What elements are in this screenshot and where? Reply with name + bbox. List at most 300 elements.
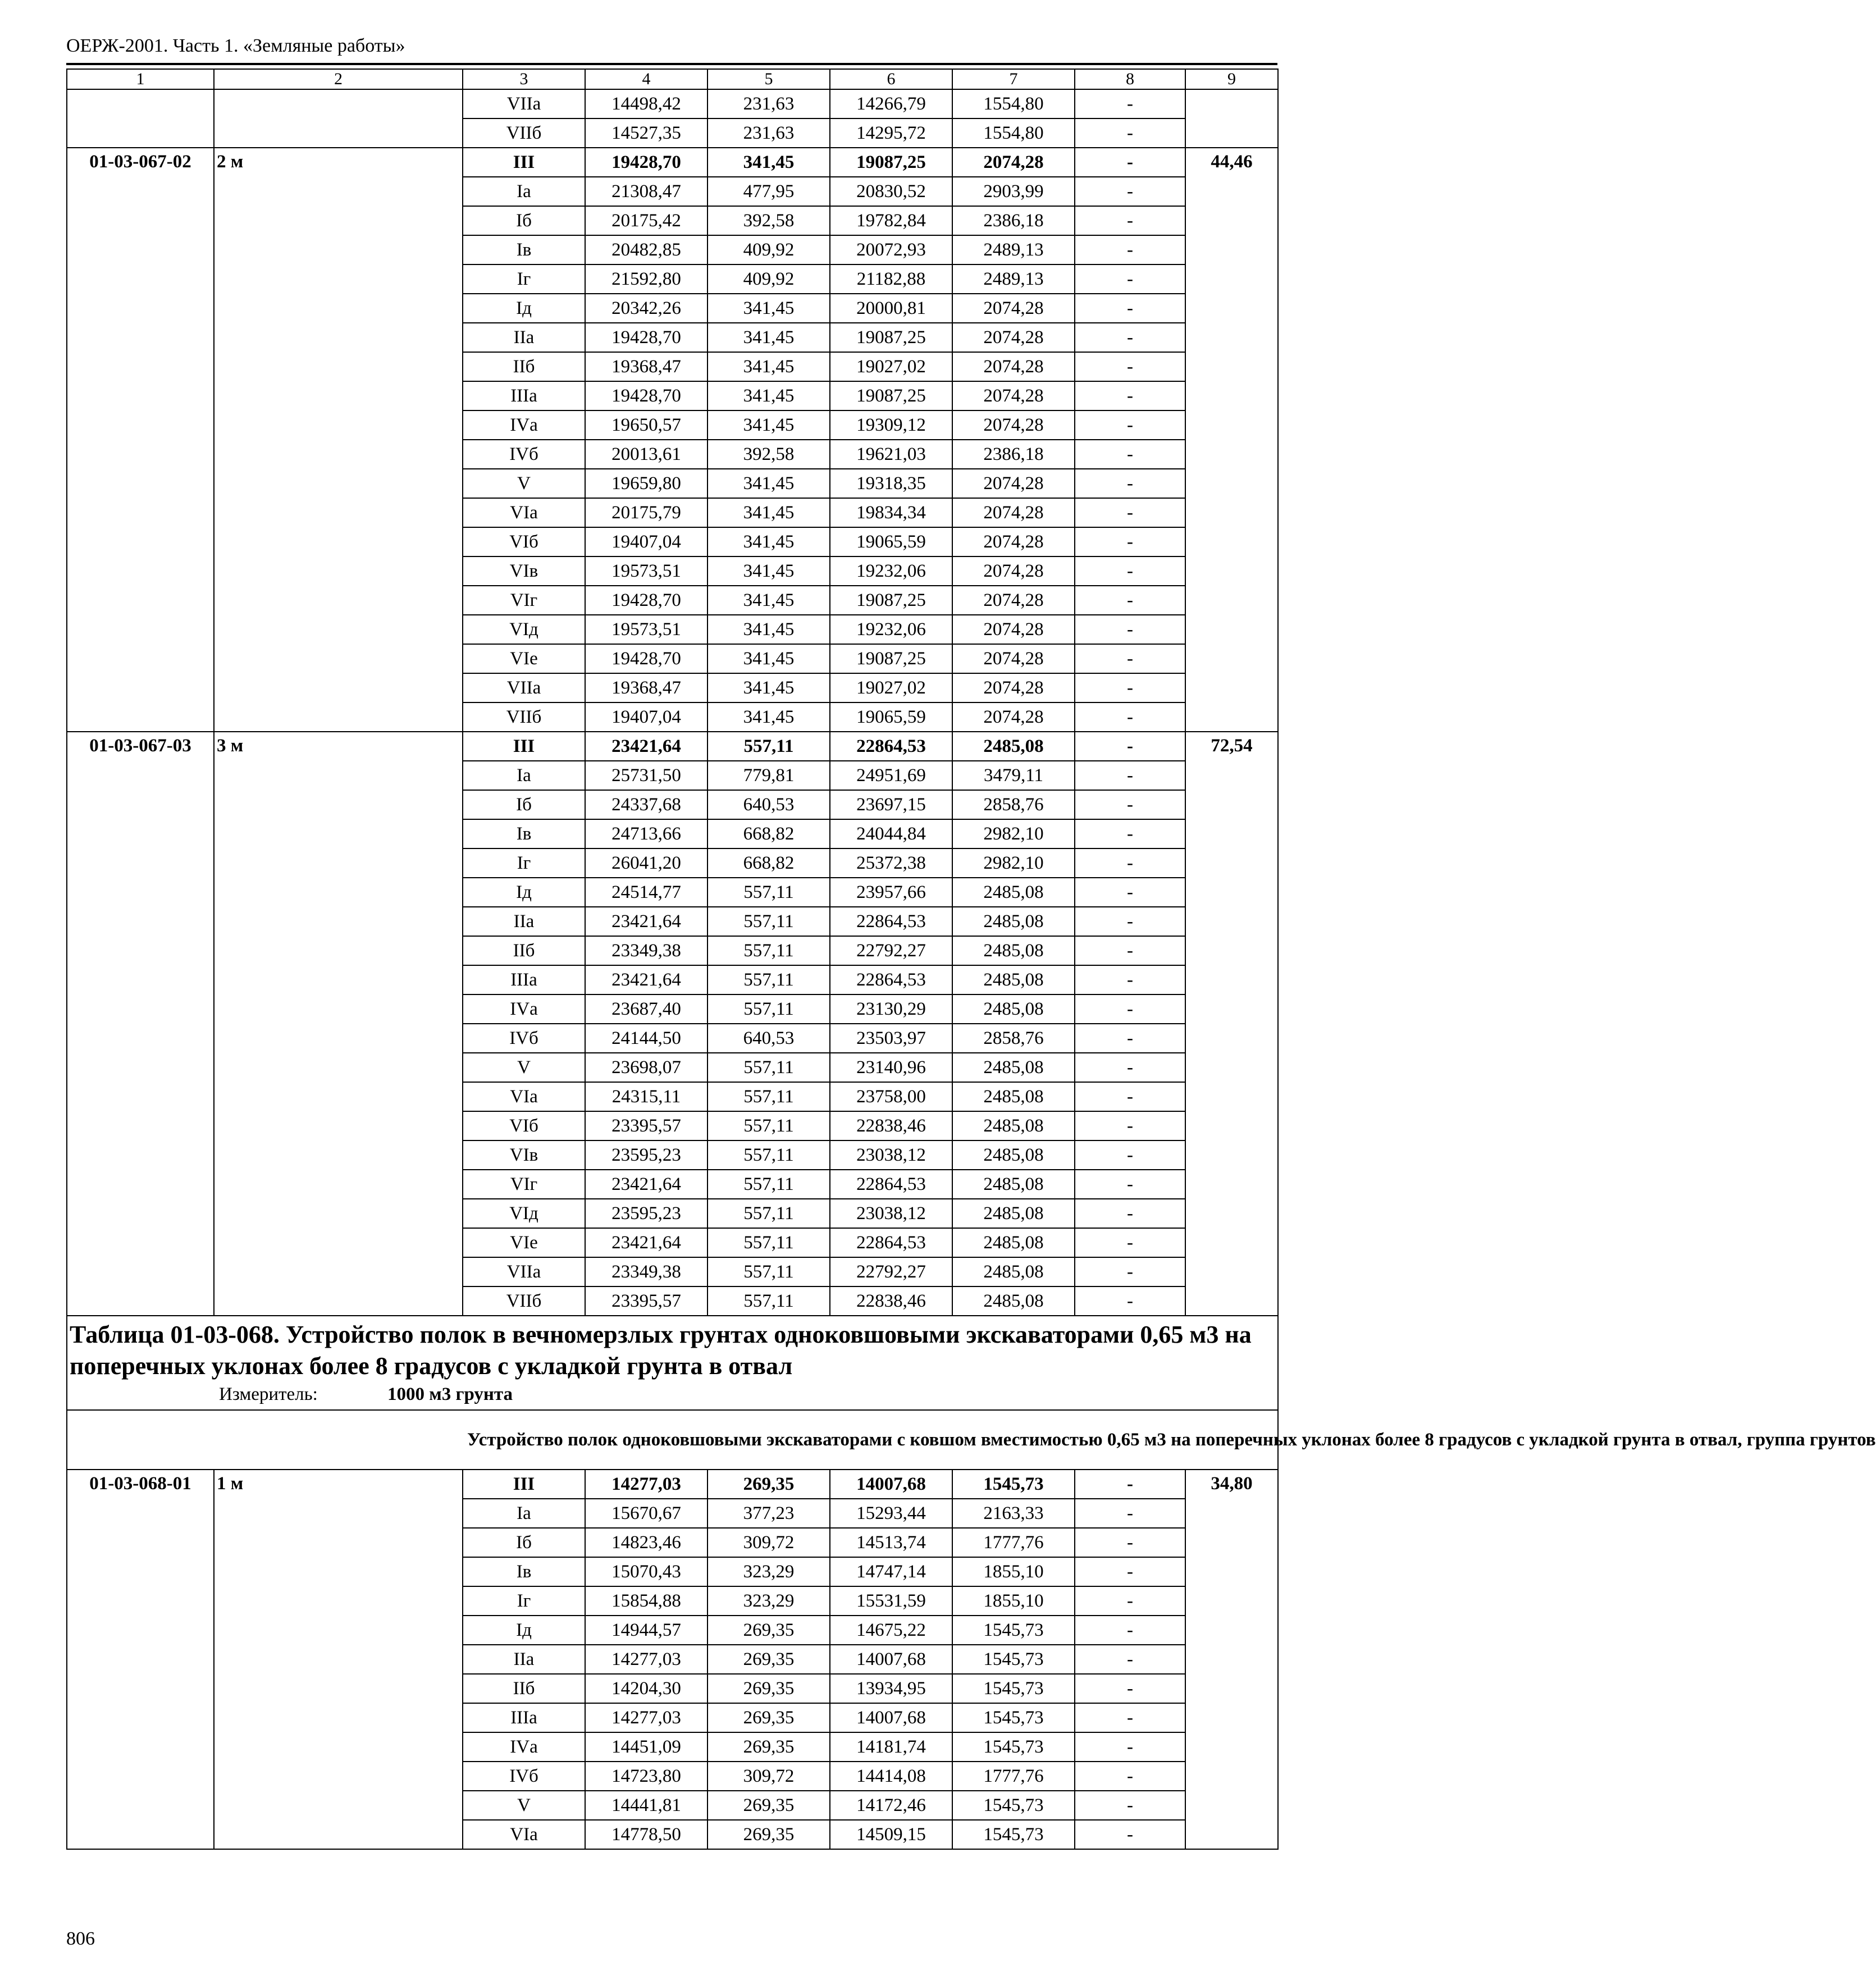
value-cell: 19428,70 — [585, 644, 708, 673]
soil-group: IIIа — [463, 381, 585, 410]
value-cell: 19428,70 — [585, 381, 708, 410]
table-row — [67, 1470, 1278, 1499]
value-cell: 24337,68 — [585, 790, 708, 819]
soil-group: Iг — [463, 848, 585, 878]
column-number: 7 — [952, 69, 1075, 89]
value-cell: 2485,08 — [952, 994, 1075, 1024]
soil-group: VIIб — [463, 118, 585, 148]
value-cell: 1855,10 — [952, 1586, 1075, 1616]
value-cell: 15070,43 — [585, 1557, 708, 1586]
value-cell: 341,45 — [708, 294, 830, 323]
soil-group: VIIа — [463, 1257, 585, 1286]
value-cell: 23038,12 — [830, 1140, 952, 1170]
value-cell: 2485,08 — [952, 907, 1075, 936]
value-cell: 557,11 — [708, 1140, 830, 1170]
soil-group: VIа — [463, 1082, 585, 1111]
value-cell: - — [1075, 586, 1185, 615]
value-cell: 20482,85 — [585, 235, 708, 264]
value-cell: 2074,28 — [952, 410, 1075, 440]
value-cell: 2485,08 — [952, 1140, 1075, 1170]
depth-label: 1 м — [214, 1470, 463, 1849]
value-cell: 1554,80 — [952, 89, 1075, 118]
value-cell: - — [1075, 1170, 1185, 1199]
value-cell: 15854,88 — [585, 1586, 708, 1616]
value-cell: - — [1075, 1286, 1185, 1316]
soil-group: Iг — [463, 264, 585, 294]
soil-group: III — [463, 1470, 585, 1499]
value-cell: 19368,47 — [585, 352, 708, 381]
value-cell: 23421,64 — [585, 907, 708, 936]
soil-group: VIд — [463, 615, 585, 644]
value-cell: - — [1075, 673, 1185, 702]
soil-group: IIIа — [463, 965, 585, 994]
value-cell: 23421,64 — [585, 732, 708, 761]
soil-group: Iа — [463, 177, 585, 206]
soil-group: VIг — [463, 1170, 585, 1199]
soil-group: VIг — [463, 586, 585, 615]
value-cell: - — [1075, 790, 1185, 819]
value-cell: - — [1075, 235, 1185, 264]
value-cell: 2485,08 — [952, 1257, 1075, 1286]
value-cell: 409,92 — [708, 264, 830, 294]
value-cell: 2485,08 — [952, 1228, 1075, 1257]
value-cell: 2163,33 — [952, 1499, 1075, 1528]
soil-group: V — [463, 1791, 585, 1820]
value-cell: 341,45 — [708, 498, 830, 527]
value-cell: 557,11 — [708, 936, 830, 965]
description-row — [67, 1410, 1278, 1470]
column-number: 9 — [1185, 69, 1278, 89]
labor-value: 34,80 — [1185, 1470, 1278, 1849]
value-cell: 557,11 — [708, 1199, 830, 1228]
value-cell: 19659,80 — [585, 469, 708, 498]
column-number: 5 — [708, 69, 830, 89]
value-cell: 14451,09 — [585, 1732, 708, 1762]
labor-value: 44,46 — [1185, 148, 1278, 732]
description-spacer — [67, 1410, 463, 1470]
value-cell: 341,45 — [708, 148, 830, 177]
depth-label: 2 м — [214, 148, 463, 732]
value-cell: 15670,67 — [585, 1499, 708, 1528]
work-description: Устройство полок одноковшовыми экскаваторами с ковшом вместимостью 0,65 м3 на поперечных уклонах более 8 градусов с укладкой грунта в отвал, группа грунтов — [463, 1410, 1278, 1470]
value-cell: 2074,28 — [952, 615, 1075, 644]
value-cell: 21182,88 — [830, 264, 952, 294]
value-cell: 2982,10 — [952, 819, 1075, 848]
value-cell: 392,58 — [708, 440, 830, 469]
value-cell: - — [1075, 118, 1185, 148]
value-cell: 14441,81 — [585, 1791, 708, 1820]
value-cell: 19065,59 — [830, 702, 952, 732]
value-cell: 21592,80 — [585, 264, 708, 294]
value-cell: 14295,72 — [830, 118, 952, 148]
value-cell: 14277,03 — [585, 1703, 708, 1732]
value-cell: 23421,64 — [585, 965, 708, 994]
value-cell: - — [1075, 1257, 1185, 1286]
value-cell: 1545,73 — [952, 1645, 1075, 1674]
value-cell: 14513,74 — [830, 1528, 952, 1557]
column-number: 2 — [214, 69, 463, 89]
soil-group: VIа — [463, 1820, 585, 1849]
value-cell: 3479,11 — [952, 761, 1075, 790]
value-cell: 2074,28 — [952, 586, 1075, 615]
depth-label: 3 м — [214, 732, 463, 1316]
measure-label: Измеритель: — [219, 1384, 318, 1404]
value-cell: 2074,28 — [952, 702, 1075, 732]
value-cell: - — [1075, 294, 1185, 323]
value-cell: 2982,10 — [952, 848, 1075, 878]
value-cell: 14723,80 — [585, 1762, 708, 1791]
value-cell: 2074,28 — [952, 498, 1075, 527]
soil-group: VIб — [463, 1111, 585, 1140]
column-number: 1 — [67, 69, 214, 89]
value-cell: 2074,28 — [952, 352, 1075, 381]
value-cell: 23697,15 — [830, 790, 952, 819]
value-cell: 2489,13 — [952, 264, 1075, 294]
value-cell: 14778,50 — [585, 1820, 708, 1849]
value-cell: 377,23 — [708, 1499, 830, 1528]
value-cell: - — [1075, 177, 1185, 206]
value-cell: 2485,08 — [952, 1199, 1075, 1228]
value-cell: 341,45 — [708, 586, 830, 615]
value-cell: 19650,57 — [585, 410, 708, 440]
table-title-cell — [67, 1316, 1278, 1410]
value-cell: 557,11 — [708, 1170, 830, 1199]
value-cell: 14527,35 — [585, 118, 708, 148]
soil-group: Iв — [463, 1557, 585, 1586]
soil-group: III — [463, 732, 585, 761]
value-cell: - — [1075, 761, 1185, 790]
value-cell: 557,11 — [708, 878, 830, 907]
value-cell: 14172,46 — [830, 1791, 952, 1820]
table-title: Таблица 01-03-068. Устройство полок в вечномерзлых грунтах одноковшовыми экскаваторами 0,65 м3 на поперечных уклонах более 8 градусов с укладкой грунта в отвал — [70, 1321, 1252, 1380]
value-cell: 14823,46 — [585, 1528, 708, 1557]
value-cell: 1545,73 — [952, 1616, 1075, 1645]
page-number: 806 — [66, 1928, 95, 1949]
soil-group: VIв — [463, 1140, 585, 1170]
value-cell: - — [1075, 994, 1185, 1024]
soil-group: VIб — [463, 527, 585, 556]
table-row — [67, 148, 1278, 177]
rate-code: 01-03-067-03 — [67, 732, 214, 1316]
value-cell: 19309,12 — [830, 410, 952, 440]
value-cell: 309,72 — [708, 1528, 830, 1557]
value-cell: 23395,57 — [585, 1286, 708, 1316]
value-cell: 2074,28 — [952, 673, 1075, 702]
value-cell: 323,29 — [708, 1557, 830, 1586]
value-cell: 2074,28 — [952, 323, 1075, 352]
soil-group: IIIа — [463, 1703, 585, 1732]
column-number: 3 — [463, 69, 585, 89]
value-cell: 341,45 — [708, 323, 830, 352]
value-cell: 23595,23 — [585, 1140, 708, 1170]
value-cell: 23421,64 — [585, 1170, 708, 1199]
value-cell: 1545,73 — [952, 1674, 1075, 1703]
value-cell: 2074,28 — [952, 381, 1075, 410]
value-cell: 14498,42 — [585, 89, 708, 118]
value-cell: 2074,28 — [952, 556, 1075, 586]
value-cell: 409,92 — [708, 235, 830, 264]
soil-group: IIб — [463, 936, 585, 965]
value-cell: 23349,38 — [585, 1257, 708, 1286]
value-cell: - — [1075, 1674, 1185, 1703]
value-cell: 23503,97 — [830, 1024, 952, 1053]
value-cell: - — [1075, 848, 1185, 878]
soil-group: V — [463, 1053, 585, 1082]
value-cell: 19027,02 — [830, 352, 952, 381]
labor-value: 72,54 — [1185, 732, 1278, 1316]
value-cell: 19428,70 — [585, 148, 708, 177]
value-cell: 341,45 — [708, 615, 830, 644]
value-cell: 668,82 — [708, 819, 830, 848]
value-cell: 1777,76 — [952, 1762, 1075, 1791]
value-cell: - — [1075, 206, 1185, 235]
value-cell: 19087,25 — [830, 148, 952, 177]
value-cell: 1545,73 — [952, 1791, 1075, 1820]
value-cell: 1545,73 — [952, 1820, 1075, 1849]
value-cell: 19407,04 — [585, 702, 708, 732]
soil-group: IIа — [463, 1645, 585, 1674]
value-cell: 2485,08 — [952, 965, 1075, 994]
value-cell: - — [1075, 1140, 1185, 1170]
soil-group: Iд — [463, 1616, 585, 1645]
value-cell: 231,63 — [708, 118, 830, 148]
value-cell: 557,11 — [708, 1228, 830, 1257]
value-cell: - — [1075, 323, 1185, 352]
value-cell: 23687,40 — [585, 994, 708, 1024]
soil-group: VIIб — [463, 1286, 585, 1316]
value-cell: 557,11 — [708, 1053, 830, 1082]
value-cell: - — [1075, 1791, 1185, 1820]
table-row — [67, 732, 1278, 761]
value-cell: 557,11 — [708, 732, 830, 761]
labor-value — [1185, 89, 1278, 148]
value-cell: - — [1075, 1820, 1185, 1849]
value-cell: 557,11 — [708, 907, 830, 936]
value-cell: - — [1075, 1762, 1185, 1791]
soil-group: V — [463, 469, 585, 498]
depth-label — [214, 89, 463, 148]
value-cell: 23349,38 — [585, 936, 708, 965]
value-cell: 2485,08 — [952, 1170, 1075, 1199]
value-cell: - — [1075, 1528, 1185, 1557]
value-cell: 269,35 — [708, 1791, 830, 1820]
soil-group: IIб — [463, 1674, 585, 1703]
value-cell: 323,29 — [708, 1586, 830, 1616]
measure-line — [70, 1382, 1275, 1407]
value-cell: 25372,38 — [830, 848, 952, 878]
value-cell: 22838,46 — [830, 1111, 952, 1140]
value-cell: - — [1075, 1111, 1185, 1140]
soil-group: Iг — [463, 1586, 585, 1616]
value-cell: 23595,23 — [585, 1199, 708, 1228]
value-cell: 19232,06 — [830, 556, 952, 586]
soil-group: IVб — [463, 1762, 585, 1791]
value-cell: 24951,69 — [830, 761, 952, 790]
value-cell: - — [1075, 907, 1185, 936]
value-cell: 19573,51 — [585, 615, 708, 644]
value-cell: 640,53 — [708, 790, 830, 819]
value-cell: 19318,35 — [830, 469, 952, 498]
value-cell: 19428,70 — [585, 323, 708, 352]
value-cell: 1554,80 — [952, 118, 1075, 148]
running-header: ОЕРЖ-2001. Часть 1. «Земляные работы» — [66, 35, 405, 56]
value-cell: 1545,73 — [952, 1703, 1075, 1732]
soil-group: Iа — [463, 761, 585, 790]
value-cell: - — [1075, 1616, 1185, 1645]
value-cell: - — [1075, 1199, 1185, 1228]
value-cell: 2386,18 — [952, 206, 1075, 235]
soil-group: VIе — [463, 1228, 585, 1257]
value-cell: 23038,12 — [830, 1199, 952, 1228]
value-cell: 15293,44 — [830, 1499, 952, 1528]
value-cell: - — [1075, 381, 1185, 410]
value-cell: 14747,14 — [830, 1557, 952, 1586]
value-cell: - — [1075, 1082, 1185, 1111]
rates-table — [66, 69, 1876, 1850]
value-cell: 2074,28 — [952, 644, 1075, 673]
value-cell: - — [1075, 556, 1185, 586]
value-cell: 19428,70 — [585, 586, 708, 615]
value-cell: 341,45 — [708, 527, 830, 556]
value-cell: 269,35 — [708, 1703, 830, 1732]
value-cell: 19087,25 — [830, 381, 952, 410]
value-cell: 2903,99 — [952, 177, 1075, 206]
value-cell: 341,45 — [708, 381, 830, 410]
value-cell: 23758,00 — [830, 1082, 952, 1111]
soil-group: VIа — [463, 498, 585, 527]
soil-group: IIб — [463, 352, 585, 381]
value-cell: - — [1075, 1053, 1185, 1082]
soil-group: Iд — [463, 878, 585, 907]
value-cell: 26041,20 — [585, 848, 708, 878]
value-cell: 20175,79 — [585, 498, 708, 527]
soil-group: IVа — [463, 410, 585, 440]
value-cell: 19087,25 — [830, 586, 952, 615]
value-cell: 23957,66 — [830, 878, 952, 907]
soil-group: Iб — [463, 1528, 585, 1557]
value-cell: - — [1075, 527, 1185, 556]
value-cell: 14007,68 — [830, 1645, 952, 1674]
value-cell: - — [1075, 410, 1185, 440]
value-cell: 231,63 — [708, 89, 830, 118]
value-cell: 19573,51 — [585, 556, 708, 586]
value-cell: 24514,77 — [585, 878, 708, 907]
value-cell: 269,35 — [708, 1616, 830, 1645]
value-cell: 22864,53 — [830, 1228, 952, 1257]
soil-group: IVб — [463, 440, 585, 469]
value-cell: - — [1075, 1499, 1185, 1528]
value-cell: 22792,27 — [830, 1257, 952, 1286]
value-cell: 25731,50 — [585, 761, 708, 790]
rate-code: 01-03-067-02 — [67, 148, 214, 732]
soil-group: IIа — [463, 907, 585, 936]
value-cell: 23698,07 — [585, 1053, 708, 1082]
value-cell: 19621,03 — [830, 440, 952, 469]
value-cell: 557,11 — [708, 965, 830, 994]
column-number: 6 — [830, 69, 952, 89]
value-cell: 2074,28 — [952, 148, 1075, 177]
value-cell: 557,11 — [708, 1082, 830, 1111]
soil-group: Iб — [463, 206, 585, 235]
value-cell: 19407,04 — [585, 527, 708, 556]
value-cell: 2858,76 — [952, 1024, 1075, 1053]
value-cell: 557,11 — [708, 1257, 830, 1286]
value-cell: 24144,50 — [585, 1024, 708, 1053]
value-cell: - — [1075, 878, 1185, 907]
value-cell: 19232,06 — [830, 615, 952, 644]
value-cell: 22864,53 — [830, 1170, 952, 1199]
soil-group: Iб — [463, 790, 585, 819]
column-number: 8 — [1075, 69, 1185, 89]
value-cell: 19065,59 — [830, 527, 952, 556]
value-cell: 341,45 — [708, 410, 830, 440]
rate-code: 01-03-068-01 — [67, 1470, 214, 1849]
column-number: 4 — [585, 69, 708, 89]
value-cell: 22792,27 — [830, 936, 952, 965]
header-rule — [66, 63, 1277, 65]
value-cell: 2485,08 — [952, 1286, 1075, 1316]
value-cell: 1545,73 — [952, 1470, 1075, 1499]
value-cell: 477,95 — [708, 177, 830, 206]
value-cell: 14509,15 — [830, 1820, 952, 1849]
value-cell: - — [1075, 1586, 1185, 1616]
soil-group: Iа — [463, 1499, 585, 1528]
value-cell: 779,81 — [708, 761, 830, 790]
value-cell: - — [1075, 1645, 1185, 1674]
value-cell: - — [1075, 352, 1185, 381]
value-cell: 392,58 — [708, 206, 830, 235]
soil-group: VIIб — [463, 702, 585, 732]
value-cell: 19834,34 — [830, 498, 952, 527]
value-cell: 2489,13 — [952, 235, 1075, 264]
soil-group: VIд — [463, 1199, 585, 1228]
value-cell: 14277,03 — [585, 1470, 708, 1499]
value-cell: - — [1075, 440, 1185, 469]
value-cell: 309,72 — [708, 1762, 830, 1791]
value-cell: - — [1075, 1470, 1185, 1499]
value-cell: - — [1075, 732, 1185, 761]
value-cell: - — [1075, 1703, 1185, 1732]
value-cell: 2485,08 — [952, 1111, 1075, 1140]
value-cell: 15531,59 — [830, 1586, 952, 1616]
value-cell: 2485,08 — [952, 878, 1075, 907]
value-cell: - — [1075, 615, 1185, 644]
value-cell: 22864,53 — [830, 965, 952, 994]
value-cell: 23140,96 — [830, 1053, 952, 1082]
value-cell: 20000,81 — [830, 294, 952, 323]
value-cell: 19027,02 — [830, 673, 952, 702]
value-cell: 14414,08 — [830, 1762, 952, 1791]
value-cell: 14007,68 — [830, 1703, 952, 1732]
value-cell: 20175,42 — [585, 206, 708, 235]
value-cell: 23395,57 — [585, 1111, 708, 1140]
value-cell: 24044,84 — [830, 819, 952, 848]
value-cell: 341,45 — [708, 644, 830, 673]
soil-group: VIIа — [463, 673, 585, 702]
value-cell: 24713,66 — [585, 819, 708, 848]
value-cell: 2485,08 — [952, 936, 1075, 965]
value-cell: 22864,53 — [830, 907, 952, 936]
value-cell: 269,35 — [708, 1820, 830, 1849]
value-cell: 21308,47 — [585, 177, 708, 206]
value-cell: 19782,84 — [830, 206, 952, 235]
value-cell: - — [1075, 965, 1185, 994]
value-cell: 1777,76 — [952, 1528, 1075, 1557]
column-number-row — [67, 69, 1278, 89]
value-cell: 341,45 — [708, 673, 830, 702]
value-cell: 19087,25 — [830, 323, 952, 352]
value-cell: 2485,08 — [952, 732, 1075, 761]
